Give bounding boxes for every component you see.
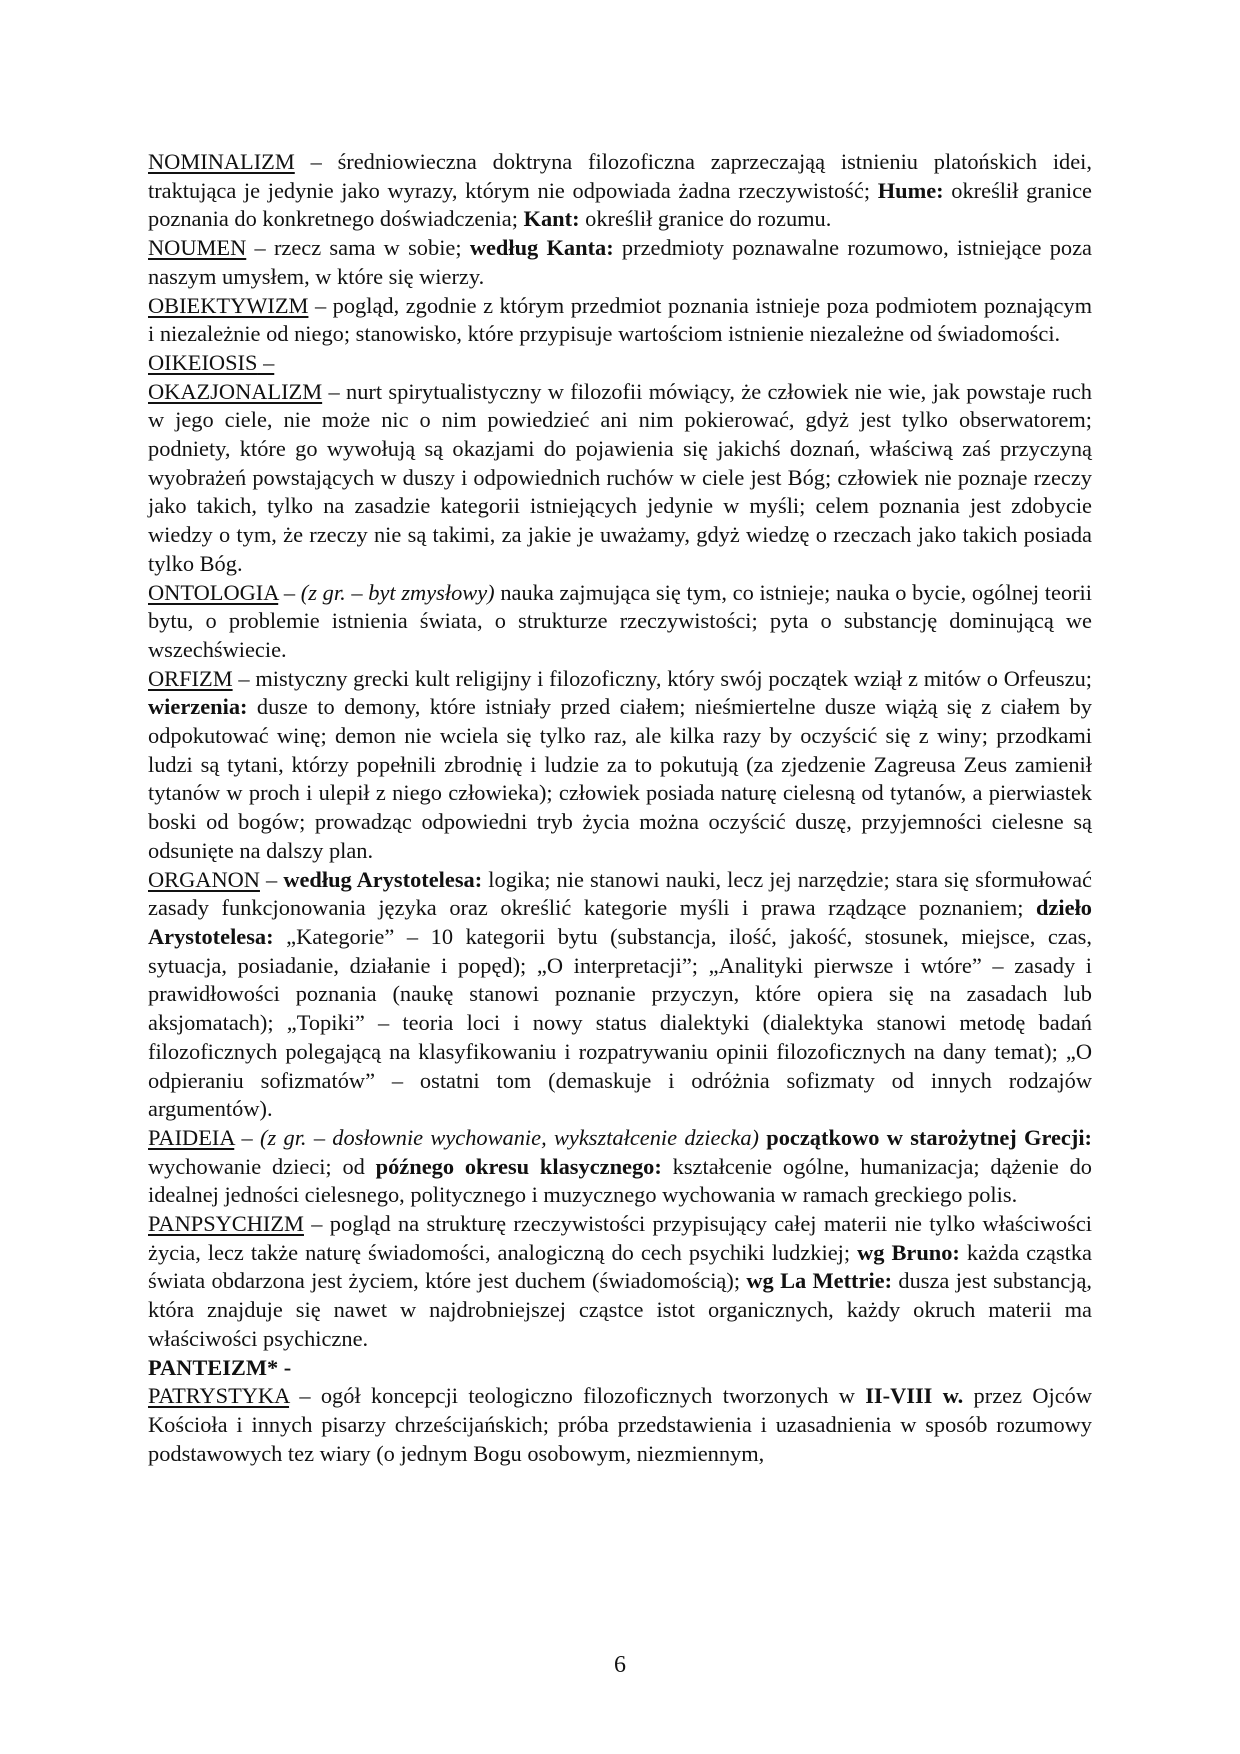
entry-term: OIKEIOSIS xyxy=(148,349,258,375)
entry-text: – nurt spirytualistyczny w filozofii mówiący, że człowiek nie wie, jak powstaje ruch w jego ciele, nie może nic o nim powiedzieć ani nim pokierować, gdyż jest tylko obserwatorem; podniety, które go wywołują są okazjami do pojawienia się jakichś doznań, właściwą zaś przyczyną wyobrażeń powstających w duszy i odpowiednich ruchów w ciele jest Bóg; człowiek nie poznaje rzeczy jako takich, tylko na zasadzie kategorii istniejących jedynie w myśli; celem poznania jest zdobycie wiedzy o tym, że rzeczy nie są takimi, za jakie je uważamy, gdyż wiedzę o rzeczach jako takich posiada tylko Bóg. xyxy=(148,378,1092,576)
entry-text: każda cząstka świata obdarzona jest życiem, które jest duchem (świadomością); xyxy=(148,1239,1092,1294)
entry-bold-text: według Kanta: xyxy=(469,235,614,261)
entry-text: – xyxy=(259,866,284,892)
glossary-entry xyxy=(148,1124,1092,1210)
entry-term: ORFIZM xyxy=(148,665,233,691)
glossary-content xyxy=(148,148,1092,1468)
entry-bold-text: według Arystotelesa: xyxy=(283,866,483,892)
entry-text: – ogół koncepcji teologiczno filozoficznych tworzonych w xyxy=(289,1383,866,1409)
entry-text: – średniowieczna doktryna filozoficzna zaprzeczająą istnieniu platońskich idei, traktująca je jedynie jako wyrazy, którym nie odpowiada żadna rzeczywistość; xyxy=(148,149,1092,203)
entry-term: NOUMEN xyxy=(148,235,247,261)
entry-text: – xyxy=(278,579,301,605)
entry-term: PATRYSTYKA xyxy=(148,1383,290,1409)
entry-text: określił granice poznania do konkretnego doświadczenia; xyxy=(148,177,1092,232)
glossary-entry xyxy=(148,665,1092,866)
entry-term: OKAZJONALIZM xyxy=(148,378,323,404)
glossary-entry xyxy=(148,378,1092,579)
glossary-entry xyxy=(148,292,1092,349)
entry-text: wychowanie dzieci; od xyxy=(148,1153,376,1179)
entry-text: – mistyczny grecki kult religijny i filozoficzny, który swój początek wziął z mitów o Orfeuszu; xyxy=(232,665,1092,691)
glossary-entry xyxy=(148,234,1092,291)
entry-text: przedmioty poznawalne rozumowo, istniejące poza naszym umysłem, w które się wierzy. xyxy=(148,235,1092,289)
entry-bold-text: Kant: xyxy=(523,206,580,232)
entry-text: – rzecz sama w sobie; xyxy=(246,235,470,261)
entry-term: PANPSYCHIZM xyxy=(148,1211,304,1237)
entry-text: dusza jest substancją, która znajduje się nawet w najdrobniejszej cząstce istot organicznych, każdy okruch materii ma właściwości psychiczne. xyxy=(148,1268,1092,1351)
entry-text: – pogląd na strukturę rzeczywistości przypisujący całej materii nie tylko właściwości życia, lecz także naturę świadomości, analogiczną do cech psychiki ludzkiej; xyxy=(148,1211,1092,1265)
entry-text: kształcenie ogólne, humanizacja; dążenie do idealnej jedności cielesnego, politycznego i muzycznego wychowania w ramach greckiego polis. xyxy=(148,1153,1092,1208)
entry-text: określił granice do rozumu. xyxy=(579,206,832,232)
entry-italic-text: (z gr. – dosłownie wychowanie, wykształcenie dziecka) xyxy=(260,1124,759,1150)
entry-text: – xyxy=(234,1124,261,1150)
entry-italic-text: (z gr. – byt zmysłowy) xyxy=(300,579,495,605)
entry-bold-text: II-VIII w. xyxy=(865,1383,964,1409)
glossary-entry xyxy=(148,1210,1092,1354)
entry-term: ORGANON xyxy=(148,866,260,892)
entry-text: – pogląd, zgodnie z którym przedmiot poznania istnieje poza podmiotem poznającym i niezależnie od niego; stanowisko, które przypisuje wartościom istnienie niezależne od świadomości. xyxy=(148,292,1092,347)
entry-term: PAIDEIA xyxy=(148,1124,235,1150)
entry-bold-text: początkowo w starożytnej Grecji: xyxy=(766,1124,1092,1150)
entry-bold-text: wg La Mettrie: xyxy=(746,1268,893,1294)
entry-bold-text: późnego okresu klasycznego: xyxy=(375,1153,662,1179)
glossary-entry xyxy=(148,579,1092,665)
glossary-entry xyxy=(148,349,1092,378)
entry-text: dusze to demony, które istniały przed ciałem; nieśmiertelne dusze wiążą się z ciałem by odpokutować winę; demon nie wciela się tylko raz, ale kilka razy by oczyścić się z winy; przodkami ludzi są tytani, którzy popełnili zbrodnię i ludzie za to pokutują (za zjedzenie Zagreusa Zeus zamienił tytanów w proch i ulepił z niego człowieka); człowiek posiada naturę cielesną od tytanów, a pierwiastek boski od bogów; prowadząc odpowiedni tryb życia można oczyścić duszę, przyjemności cielesne są odsunięte na dalszy plan. xyxy=(148,694,1092,863)
entry-term: NOMINALIZM xyxy=(148,149,295,174)
entry-term: OBIEKTYWIZM xyxy=(148,292,309,318)
glossary-entry xyxy=(148,148,1092,234)
entry-text: nauka zajmująca się tym, co istnieje; nauka o bycie, ogólnej teorii bytu, o problemie istnienia świata, o strukturze rzeczywistości; pyta o substancję dominującą we wszechświecie. xyxy=(148,579,1092,662)
entry-text: „Kategorie” – 10 kategorii bytu (substancja, ilość, jakość, stosunek, miejsce, czas, sytuacja, posiadanie, działanie i popęd); „O interpretacji”; „Analityki pierwsze i wtóre” – zasady i prawidłowości poznania (naukę stanowi poznanie przyczyn, które opiera się na zasadach lub aksjomatach); „Topiki” – teoria loci i nowy status dialektyki (dialektyka stanowi metodę badań filozoficznych polegającą na klasyfikowaniu i rozpatrywaniu opinii filozoficznych na dany temat); „O odpieraniu sofizmatów” – ostatni tom (demaskuje i odróżnia sofizmaty od innych rodzajów argumentów). xyxy=(148,923,1092,1122)
entry-text: logika; nie stanowi nauki, lecz jej narzędzie; stara się sformułować zasady funkcjonowania języka oraz określić kategorie myśli i prawa rządzące poznaniem; xyxy=(148,866,1092,921)
entry-bold-text: wierzenia: xyxy=(148,694,248,720)
glossary-entry xyxy=(148,866,1092,1124)
page-number: 6 xyxy=(614,1652,626,1678)
entry-bold-text: Hume: xyxy=(877,177,944,203)
entry-term: PANTEIZM* - xyxy=(148,1354,292,1380)
glossary-entry xyxy=(148,1354,1092,1383)
entry-bold-text: wg Bruno: xyxy=(857,1239,960,1265)
glossary-entry xyxy=(148,1382,1092,1468)
entry-term: ONTOLOGIA xyxy=(148,579,279,605)
entry-text: – xyxy=(257,349,275,375)
entry-text: przez Ojców Kościoła i innych pisarzy chrześcijańskich; próba przedstawienia i uzasadnienia w sposób rozumowy podstawowych tez wiary (o jednym Bogu osobowym, niezmiennym, xyxy=(148,1383,1093,1466)
entry-bold-text: dzieło Arystotelesa: xyxy=(148,895,1092,949)
